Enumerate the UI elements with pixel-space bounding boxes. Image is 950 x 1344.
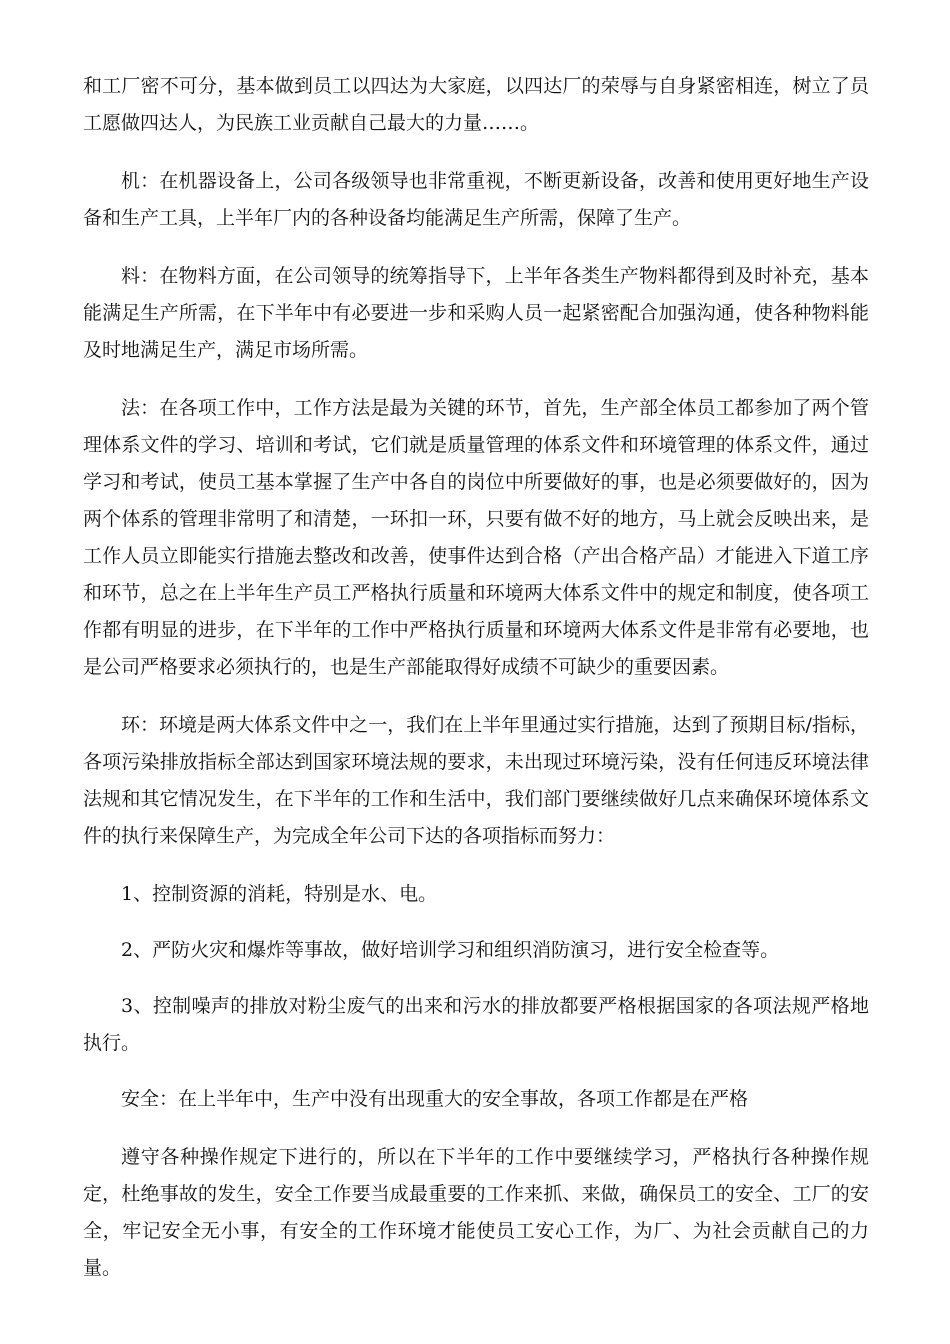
paragraph-material: 料：在物料方面，在公司领导的统筹指导下，上半年各类生产物料都得到及时补充，基本能满足生产所需，在下半年中有必要进一步和采购人员一起紧密配合加强沟通，使各种物料能及时地满足生产，满足市场所需。	[83, 265, 869, 361]
paragraph-safety-continued: 遵守各种操作规定下进行的，所以在下半年的工作中要继续学习，严格执行各种操作规定，杜绝事故的发生，安全工作要当成最重要的工作来抓、来做，确保员工的安全、工厂的安全，牢记安全无小事，有安全的工作环境才能使员工安心工作，为厂、为社会贡献自己的力量。	[83, 1146, 869, 1279]
list-item-1: 1、控制资源的消耗，特别是水、电。	[121, 883, 438, 905]
paragraph-method: 法：在各项工作中，工作方法是最为关键的环节，首先，生产部全体员工都参加了两个管理体系文件的学习、培训和考试，它们就是质量管理的体系文件和环境管理的体系文件，通过学习和考试，使员工基本掌握了生产中各自的岗位中所要做好的事，也是必须要做好的，因为两个体系的管理非常明了和清楚，一环扣一环，只要有做不好的地方，马上就会反映出来，是工作人员立即能实行措施去整改和改善，使事件达到合格（产出合格产品）才能进入下道工序和环节，总之在上半年生产员工严格执行质量和环境两大体系文件中的规定和制度，使各项工作都有明显的进步，在下半年的工作中严格执行质量和环境两大体系文件是非常有必要地，也是公司严格要求必须执行的，也是生产部能取得好成绩不可缺少的重要因素。	[83, 397, 869, 678]
list-item-3: 3、控制噪声的排放对粉尘废气的出来和污水的排放都要严格根据国家的各项法规严格地执行。	[83, 995, 869, 1054]
list-item-2: 2、严防火灾和爆炸等事故，做好培训学习和组织消防演习，进行安全检查等。	[121, 939, 780, 961]
paragraph-machine: 机：在机器设备上，公司各级领导也非常重视，不断更新设备，改善和使用更好地生产设备和生产工具，上半年厂内的各种设备均能满足生产所需，保障了生产。	[83, 170, 869, 229]
paragraph-environment: 环：环境是两大体系文件中之一，我们在上半年里通过实行措施，达到了预期目标/指标，各项污染排放指标全部达到国家环境法规的要求，未出现过环境污染，没有任何违反环境法律法规和其它情况发生，在下半年的工作和生活中，我们部门要继续做好几点来确保环境体系文件的执行来保障生产，为完成全年公司下达的各项指标而努力：	[83, 714, 869, 847]
document-body	[83, 68, 869, 1308]
paragraph-safety: 安全：在上半年中，生产中没有出现重大的安全事故，各项工作都是在严格	[121, 1088, 749, 1110]
paragraph-continuation: 和工厂密不可分，基本做到员工以四达为大家庭，以四达厂的荣辱与自身紧密相连，树立了员工愿做四达人，为民族工业贡献自己最大的力量……。	[83, 75, 869, 134]
